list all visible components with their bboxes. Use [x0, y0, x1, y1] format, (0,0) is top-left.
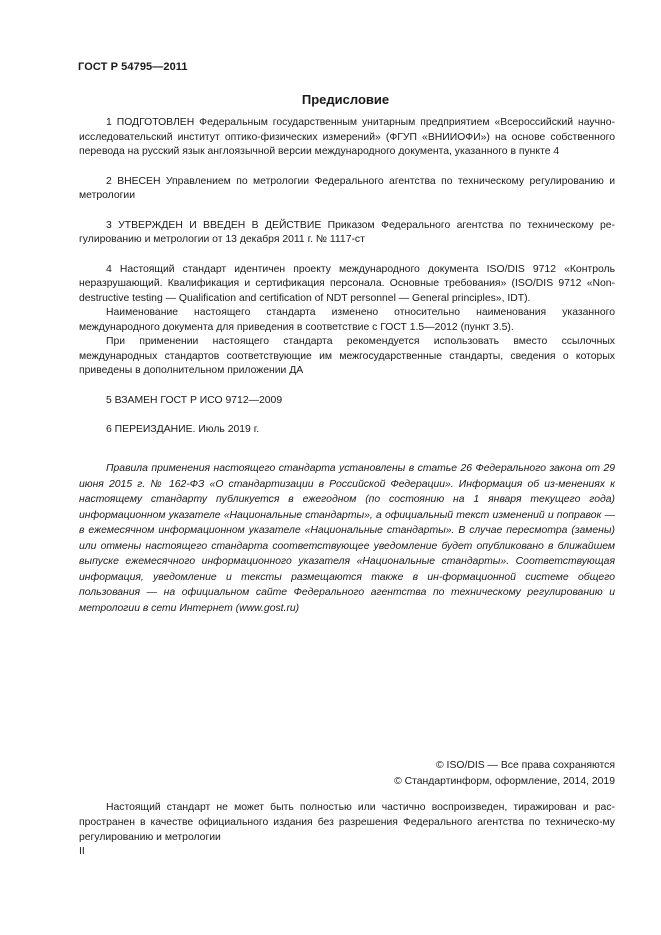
paragraph-prepared: 1 ПОДГОТОВЛЕН Федеральным государственным унитарным предприятием «Всероссийский научно-исследовательский институт оптико-физических измерений» (ФГУП «ВНИИОФИ») на основе собственного перевода на русский язык англоязычной версии международного документа, указанного в пункте 4: [79, 117, 615, 157]
paragraph-introduced: 2 ВНЕСЕН Управлением по метрологии Федерального агентства по техническому регулированию и метрологии: [79, 175, 615, 201]
reproduction-notice: [79, 800, 615, 845]
copyright-iso: © ISO/DIS — Все права сохраняются: [436, 760, 615, 771]
paragraph-references: При применении настоящего стандарта рекомендуется использовать вместо ссылочных международных стандартов соответствующие им межгосударственные стандарты, сведения о которых приведены в дополнительном приложении ДА: [79, 336, 615, 376]
foreword-body: [79, 116, 615, 438]
paragraph-reissue: 6 ПЕРЕИЗДАНИЕ. Июль 2019 г.: [106, 424, 260, 435]
paragraph-approved: 3 УТВЕРЖДЕН И ВВЕДЕН В ДЕЙСТВИЕ Приказом Федерального агентства по техническому ре-гулированию и метрологии от 13 декабря 2011 г. № 1117-ст: [79, 219, 615, 245]
standard-usage-notice: [79, 461, 615, 616]
section-title: Предисловие: [301, 92, 390, 107]
paragraph-name-changed: Наименование настоящего стандарта изменено относительно наименования указанного международного документа для приведения в соответствие с ГОСТ 1.5—2012 (пункт 3.5).: [79, 307, 615, 333]
notice-text: Правила применения настоящего стандарта установлены в статье 26 Федерального закона от 29 июня 2015 г. № 162-ФЗ «О стандартизации в Российской Федерации». Информация об из-менениях к настоящему стандарту публикуется в ежегодном (по состоянию на 1 января текущего года) информационном указателе «Национальные стандарты», а официальный текст изменений и поправок — в ежемесячном информационном указателе «Национальные стандарты». В случае пересмотра (замены) или отмены настоящего стандарта соответствующее уведомление будет опубликовано в ближайшем выпуске ежемесячного информационного указателя «Национальные стандарты». Соответствующая информация, уведомление и тексты размещаются также в ин-формационной системе общего пользования — на официальном сайте Федерального агентства по техническому регулированию и метрологии в сети Интернет (www.gost.ru): [79, 463, 615, 614]
paragraph-identical: 4 Настоящий стандарт идентичен проекту международного документа ISO/DIS 9712 «Контроль неразрушающий. Квалификация и сертификация персонала. Основные требования» (ISO/DIS 9712 «Non-destructive testing — Qualification and certification of NDT personnel — General principles», IDT).: [79, 263, 615, 304]
copyright-standartinform: © Стандартинформ, оформление, 2014, 2019: [394, 776, 615, 787]
page-number: II: [79, 846, 85, 857]
paragraph-replaces: 5 ВЗАМЕН ГОСТ Р ИСО 9712—2009: [106, 394, 283, 406]
reproduction-text: Настоящий стандарт не может быть полностью или частично воспроизведен, тиражирован и рас-пространен в качестве официального издания без разрешения Федерального агентства по техническо-му регулированию и метрологии: [79, 802, 615, 843]
document-code: ГОСТ Р 54795—2011: [78, 61, 188, 73]
